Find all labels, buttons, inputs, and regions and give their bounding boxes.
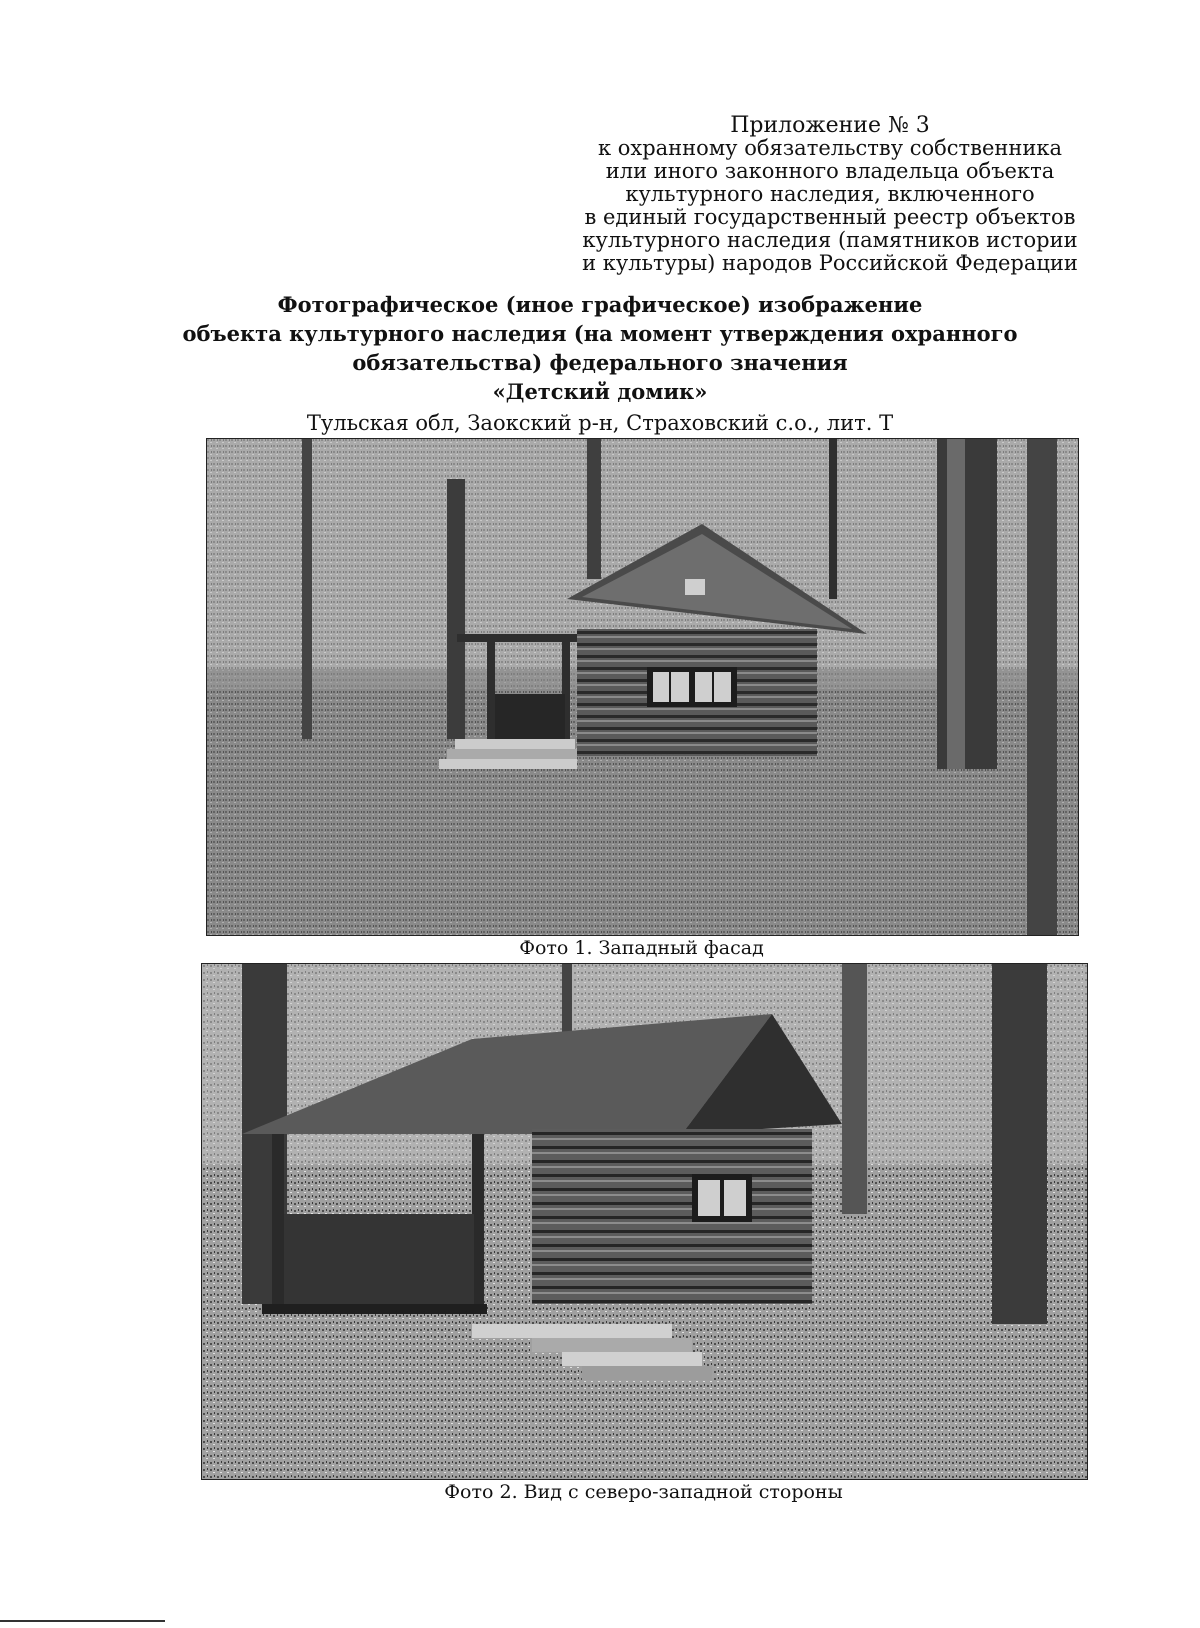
object-address: Тульская обл, Заокский р-н, Страховский с.о., лит. Т [306, 411, 894, 435]
title-line: объекта культурного наследия (на момент утверждения охранного [182, 321, 1018, 346]
appendix-line: или иного законного владельца объекта [605, 159, 1055, 183]
appendix-header [560, 114, 1100, 275]
object-name: «Детский домик» [492, 379, 708, 404]
document-title [150, 290, 1050, 406]
photo-caption: Фото 1. Западный фасад [519, 937, 764, 959]
appendix-line: и культуры) народов Российской Федерации [582, 251, 1078, 275]
appendix-number: Приложение № 3 [730, 113, 930, 138]
title-line: обязательства) федерального значения [352, 350, 848, 375]
appendix-line: культурного наследия, включенного [625, 182, 1035, 206]
appendix-line: в единый государственный реестр объектов [584, 205, 1076, 229]
appendix-line: к охранному обязательству собственника [597, 136, 1063, 160]
photo-caption: Фото 2. Вид с северо-западной стороны [444, 1481, 843, 1503]
log-house-illustration [207, 439, 1078, 935]
log-house-illustration [202, 964, 1087, 1479]
appendix-line: культурного наследия (памятников истории [582, 228, 1078, 252]
photo-northwest-view [201, 963, 1088, 1480]
title-line: Фотографическое (иное графическое) изображение [277, 292, 923, 317]
page-footer-rule [0, 1620, 165, 1622]
photo-west-facade [206, 438, 1079, 936]
